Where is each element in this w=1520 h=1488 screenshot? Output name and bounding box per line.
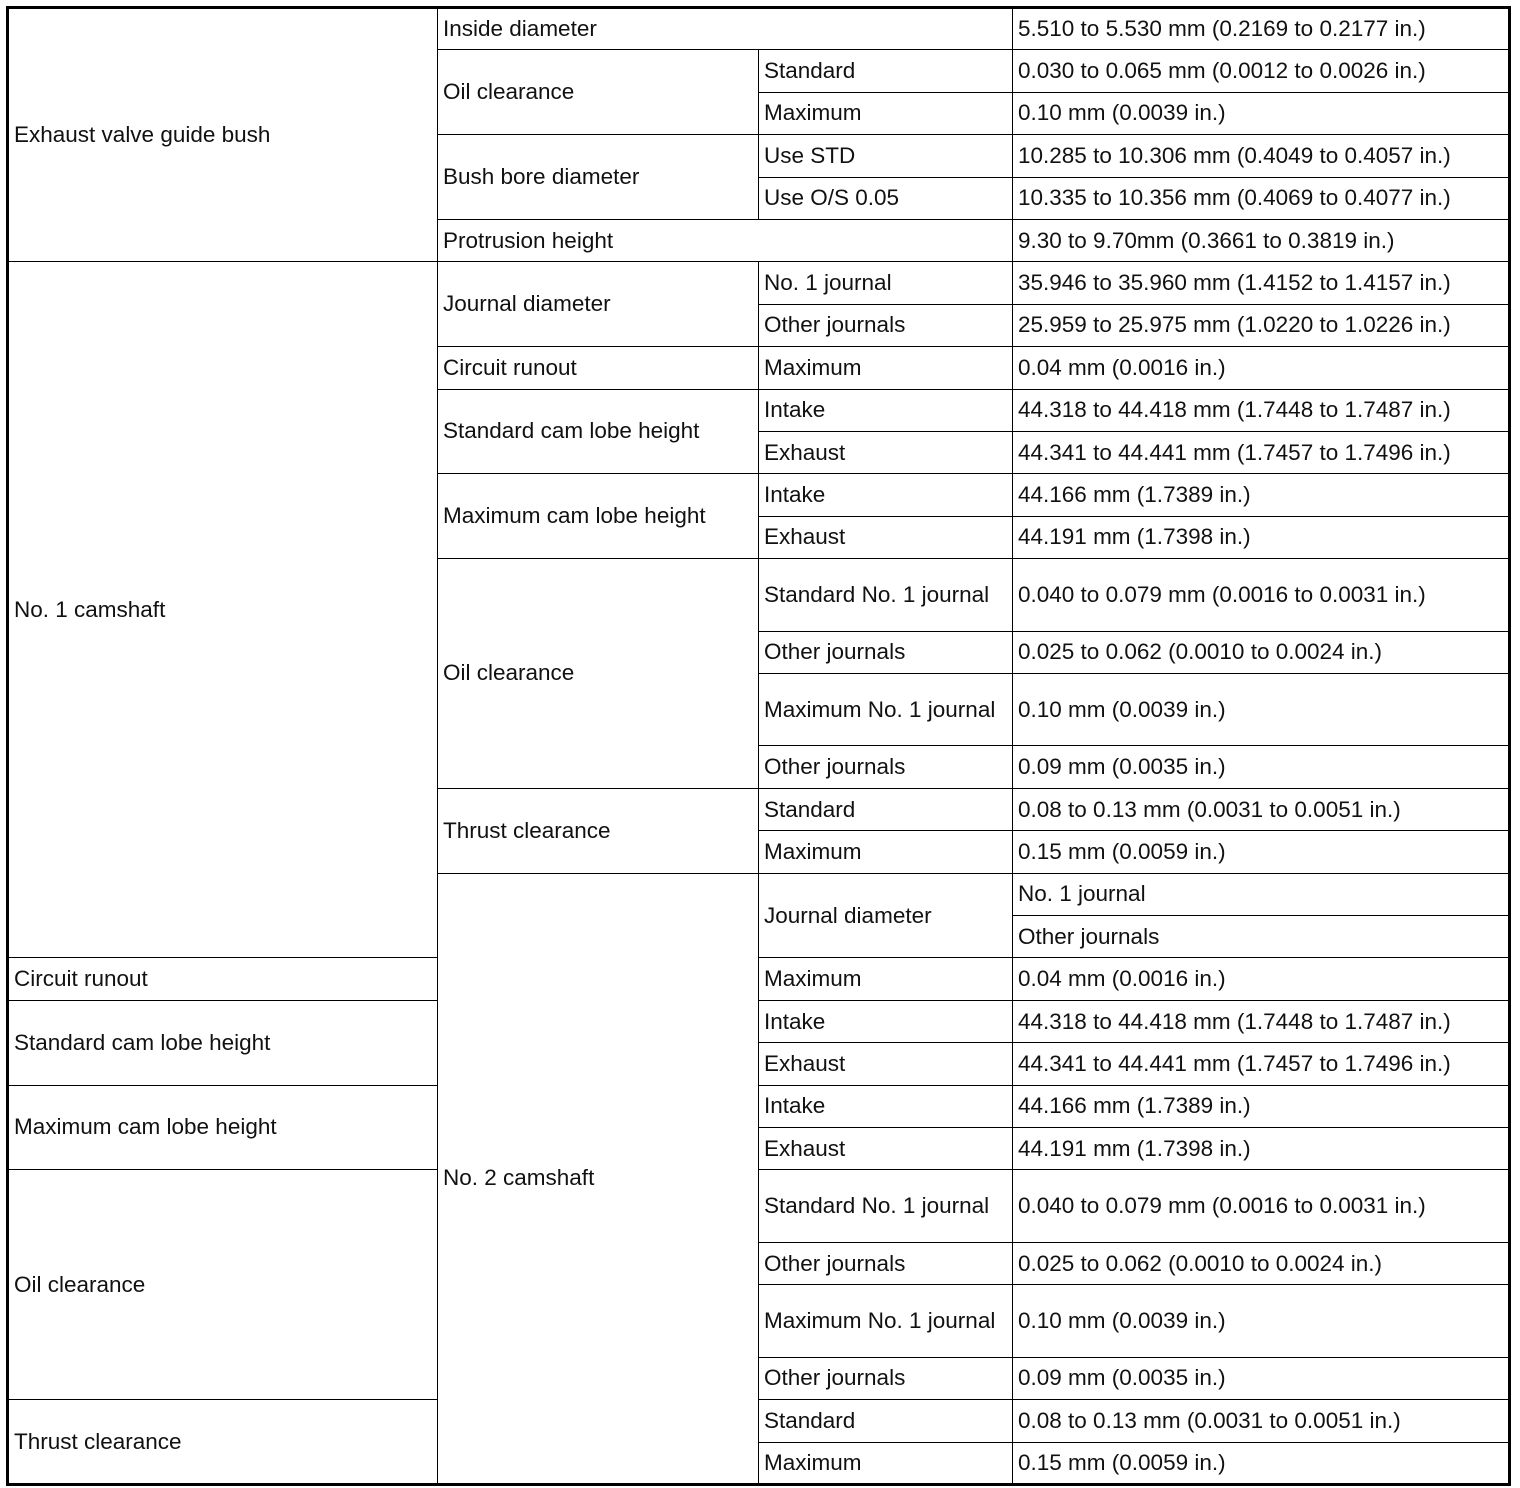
item-label: Standard cam lobe height <box>8 1000 438 1085</box>
spec-value: 5.510 to 5.530 mm (0.2169 to 0.2177 in.) <box>1013 8 1510 50</box>
spec-value: 0.10 mm (0.0039 in.) <box>1013 673 1510 746</box>
spec-value: 44.191 mm (1.7398 in.) <box>1013 516 1510 558</box>
item-label: Circuit runout <box>8 958 438 1000</box>
spec-value: 44.166 mm (1.7389 in.) <box>1013 474 1510 516</box>
sub-label: Other journals <box>759 746 1013 788</box>
sub-label: Intake <box>759 1000 1013 1042</box>
item-label: Bush bore diameter <box>438 135 759 220</box>
table-row <box>8 8 1510 50</box>
section-label: Exhaust valve guide bush <box>8 8 438 262</box>
sub-label: Other journals <box>759 1357 1013 1399</box>
sub-label: Maximum No. 1 journal <box>759 673 1013 746</box>
sub-label: Exhaust <box>759 431 1013 473</box>
table-row <box>8 1000 1510 1042</box>
spec-value: 44.191 mm (1.7398 in.) <box>1013 1127 1510 1169</box>
spec-value: 0.04 mm (0.0016 in.) <box>1013 958 1510 1000</box>
item-label: Journal diameter <box>759 873 1013 958</box>
sub-label: Intake <box>759 1085 1013 1127</box>
sub-label: Standard <box>759 50 1013 92</box>
spec-value: 10.335 to 10.356 mm (0.4069 to 0.4077 in.) <box>1013 177 1510 219</box>
sub-label: Standard <box>759 1400 1013 1442</box>
sub-label: Maximum <box>759 958 1013 1000</box>
sub-label: Other journals <box>759 304 1013 346</box>
item-label: Oil clearance <box>438 50 759 135</box>
sub-label: Use STD <box>759 135 1013 177</box>
item-label: Thrust clearance <box>8 1400 438 1485</box>
spec-value: 44.341 to 44.441 mm (1.7457 to 1.7496 in.) <box>1013 1043 1510 1085</box>
sub-label: Maximum <box>759 92 1013 134</box>
item-label: Oil clearance <box>8 1170 438 1400</box>
sub-label: Intake <box>759 474 1013 516</box>
sub-label: Exhaust <box>759 516 1013 558</box>
spec-value: 44.166 mm (1.7389 in.) <box>1013 1085 1510 1127</box>
spec-value: 10.285 to 10.306 mm (0.4049 to 0.4057 in.) <box>1013 135 1510 177</box>
sub-label: No. 1 journal <box>1013 873 1510 915</box>
table-row <box>8 1400 1510 1442</box>
item-label: Maximum cam lobe height <box>438 474 759 559</box>
sub-label: Standard No. 1 journal <box>759 559 1013 632</box>
sub-label: Maximum <box>759 831 1013 873</box>
spec-value: 25.959 to 25.975 mm (1.0220 to 1.0226 in.) <box>1013 304 1510 346</box>
table-row <box>8 1170 1510 1243</box>
sub-label: Standard <box>759 788 1013 830</box>
sub-label: Standard No. 1 journal <box>759 1170 1013 1243</box>
sub-label: No. 1 journal <box>759 262 1013 304</box>
spec-value: 0.15 mm (0.0059 in.) <box>1013 831 1510 873</box>
spec-value: 0.08 to 0.13 mm (0.0031 to 0.0051 in.) <box>1013 788 1510 830</box>
item-label: Maximum cam lobe height <box>8 1085 438 1170</box>
item-label: Protrusion height <box>438 219 1013 261</box>
spec-value: 44.318 to 44.418 mm (1.7448 to 1.7487 in.) <box>1013 1000 1510 1042</box>
spec-value: 0.09 mm (0.0035 in.) <box>1013 746 1510 788</box>
table-row <box>8 262 1510 304</box>
item-label: Oil clearance <box>438 559 759 789</box>
spec-value: 0.04 mm (0.0016 in.) <box>1013 347 1510 389</box>
sub-label: Other journals <box>1013 916 1510 958</box>
spec-value: 35.946 to 35.960 mm (1.4152 to 1.4157 in.) <box>1013 262 1510 304</box>
sub-label: Maximum No. 1 journal <box>759 1285 1013 1358</box>
sub-label: Other journals <box>759 1242 1013 1284</box>
spec-value: 0.10 mm (0.0039 in.) <box>1013 1285 1510 1358</box>
spec-value: 0.08 to 0.13 mm (0.0031 to 0.0051 in.) <box>1013 1400 1510 1442</box>
spec-value: 44.318 to 44.418 mm (1.7448 to 1.7487 in.) <box>1013 389 1510 431</box>
table-row <box>8 1085 1510 1127</box>
spec-value: 0.040 to 0.079 mm (0.0016 to 0.0031 in.) <box>1013 1170 1510 1243</box>
sub-label: Exhaust <box>759 1043 1013 1085</box>
table-row <box>8 958 1510 1000</box>
sub-label: Use O/S 0.05 <box>759 177 1013 219</box>
sub-label: Other journals <box>759 631 1013 673</box>
spec-value: 0.030 to 0.065 mm (0.0012 to 0.0026 in.) <box>1013 50 1510 92</box>
item-label: Thrust clearance <box>438 788 759 873</box>
spec-value: 0.025 to 0.062 (0.0010 to 0.0024 in.) <box>1013 1242 1510 1284</box>
sub-label: Exhaust <box>759 1127 1013 1169</box>
item-label: Inside diameter <box>438 8 1013 50</box>
spec-value: 44.341 to 44.441 mm (1.7457 to 1.7496 in.) <box>1013 431 1510 473</box>
sub-label: Intake <box>759 389 1013 431</box>
spec-value: 9.30 to 9.70mm (0.3661 to 0.3819 in.) <box>1013 219 1510 261</box>
specification-table <box>6 6 1511 1486</box>
section-label: No. 2 camshaft <box>438 873 759 1484</box>
spec-value: 0.10 mm (0.0039 in.) <box>1013 92 1510 134</box>
item-label: Journal diameter <box>438 262 759 347</box>
section-label: No. 1 camshaft <box>8 262 438 958</box>
spec-value: 0.15 mm (0.0059 in.) <box>1013 1442 1510 1484</box>
spec-value: 0.040 to 0.079 mm (0.0016 to 0.0031 in.) <box>1013 559 1510 632</box>
spec-value: 0.025 to 0.062 (0.0010 to 0.0024 in.) <box>1013 631 1510 673</box>
item-label: Standard cam lobe height <box>438 389 759 474</box>
sub-label: Maximum <box>759 347 1013 389</box>
item-label: Circuit runout <box>438 347 759 389</box>
sub-label: Maximum <box>759 1442 1013 1484</box>
spec-value: 0.09 mm (0.0035 in.) <box>1013 1357 1510 1399</box>
